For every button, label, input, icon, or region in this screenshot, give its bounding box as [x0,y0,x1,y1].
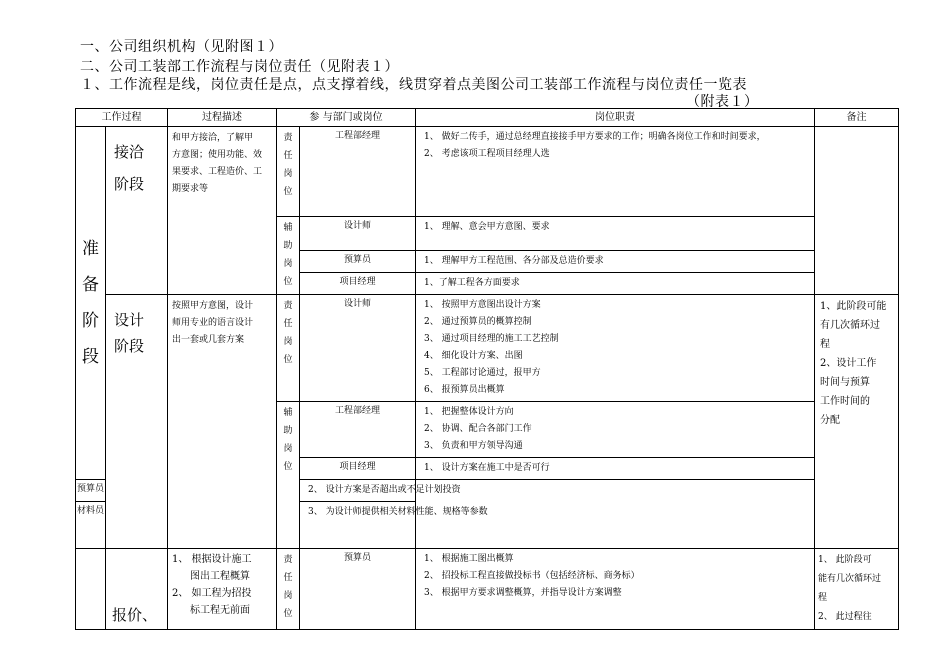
header-process: 工作过程 [76,109,168,127]
label-char: 位 [283,355,293,365]
position-name: 预算员 [76,480,106,502]
note-line: 1、此阶段可能 [820,301,887,312]
assist-label [277,217,300,295]
label-char: 助 [283,426,293,436]
phase-name: 设计 [114,311,145,329]
duty-cell [416,402,815,458]
description-line: 标工程无前面 [190,605,250,616]
description-line: 果要求、工程造价、工 [172,167,263,177]
remarks-cell [815,295,899,549]
duty-line: 1、了解工程各方面要求 [424,278,520,288]
duty-line: 4、 细化设计方案、出图 [424,351,523,361]
responsible-label [277,549,300,630]
responsible-label [277,127,300,217]
label-char: 岗 [283,169,293,179]
note-line: 2、设计工作 [820,358,877,369]
table-row [76,127,899,217]
position-name: 预算员 [300,549,416,630]
position-name: 预算员 [300,251,416,273]
stage-char: 准 [82,239,99,259]
heading-line-1: 一、公司组织机构（见附图１） [80,39,283,55]
description-line: 方意图；使用功能、效 [172,150,263,160]
phase-name-cell [106,549,168,630]
duty-line: 2、 协调、配合各部门工作 [424,424,532,434]
note-line: 有几次循环过 [820,320,880,331]
duty-line: 1、 按照甲方意图出设计方案 [424,300,541,310]
duty-line: 1、 根据施工图出概算 [424,554,514,564]
label-char: 位 [283,187,293,197]
header-department: 参 与部门或岗位 [277,109,416,127]
note-line: 1、 此阶段可 [818,555,872,565]
table-row [76,549,899,630]
workflow-table [75,108,899,630]
duty-cell [416,251,815,273]
duty-line: 1、 做好二传手，通过总经理直接接手甲方要求的工作；明确各岗位工作和时间要求， [424,132,766,142]
label-char: 位 [283,462,293,472]
stage-char: 段 [82,347,99,367]
heading-line-3: １、工作流程是线，岗位责任是点，点支撑着线，线贯穿着点美图公司工装部工作流程与岗位责任一览表 [80,77,747,93]
label-char: 位 [283,609,293,619]
duty-line: 2、 通过预算员的概算控制 [424,317,532,327]
duty-line: 5、 工程部讨论通过，报甲方 [424,368,541,378]
description-line: 图出工程概算 [190,571,250,582]
note-line: 工作时间的 [820,396,870,407]
label-char: 任 [283,573,293,583]
header-duties: 岗位职责 [416,109,815,127]
phase-name: 阶段 [114,175,145,193]
duty-line: 1、 理解、意会甲方意图、要求 [424,222,550,232]
stage-cell-empty [76,549,106,630]
phase-name-cell [106,127,168,295]
position-name: 工程部经理 [300,402,416,458]
remarks-cell [815,127,899,295]
duty-line: 1、 设计方案在施工中是否可行 [424,463,550,473]
label-char: 责 [283,133,293,143]
duty-line: 3、 负责和甲方领导沟通 [424,441,523,451]
note-line: 程 [820,339,830,350]
duty-cell [300,502,488,549]
process-description [168,127,277,295]
label-char: 岗 [283,444,293,454]
phase-name: 接洽 [114,143,145,161]
position-name: 工程部经理 [300,127,416,217]
note-line: 程 [818,593,828,603]
label-char: 位 [283,277,293,287]
table-reference: （附表１） [686,94,759,110]
duty-line: 1、 把握整体设计方向 [424,407,514,417]
duty-cell [416,295,815,402]
duty-cell [416,127,815,217]
duty-line: 2、 设计方案是否超出或不足计划投资 [308,485,461,495]
label-char: 辅 [283,223,293,233]
note-line: 分配 [820,415,840,426]
description-line: 出一套或几套方案 [172,335,245,345]
label-char: 辅 [283,408,293,418]
position-name: 设计师 [300,217,416,251]
label-char: 岗 [283,259,293,269]
note-line: 能有几次循环过 [818,574,882,584]
duty-cell [416,217,815,251]
description-line: 师用专业的语言设计 [172,318,254,328]
duty-line: 3、 为设计师提供相关材料性能、规格等参数 [308,507,488,517]
header-remarks: 备注 [815,109,899,127]
position-name: 设计师 [300,295,416,402]
description-line: 1、 根据设计施工 [172,554,252,565]
duty-line: 6、 报预算员出概算 [424,385,505,395]
table-header-row [76,109,899,127]
label-char: 任 [283,151,293,161]
duty-line: 1、 理解甲方工程范围、各分部及总造价要求 [424,256,604,266]
position-name: 项目经理 [300,458,416,480]
duty-line: 3、 根据甲方要求调整概算，并指导设计方案调整 [424,588,622,598]
label-char: 责 [283,555,293,565]
process-description [168,549,277,630]
duty-line: 2、 招投标工程直接做投标书（包括经济标、商务标） [424,571,640,581]
table-row [76,295,899,402]
description-line: 期要求等 [172,184,209,194]
assist-label [277,402,300,549]
duty-cell [416,458,815,480]
process-description [168,295,277,549]
phase-name-cell [106,295,168,549]
label-char: 任 [283,319,293,329]
description-line: 和甲方接洽，了解甲 [172,133,254,143]
phase-name: 阶段 [114,337,145,355]
label-char: 岗 [283,337,293,347]
duty-cell [416,549,815,630]
stage-cell [76,127,106,480]
note-line: 2、 此过程往 [818,612,872,622]
description-line: 2、 如工程为招投 [172,588,252,599]
remarks-cell [815,549,899,630]
stage-char: 备 [82,275,99,295]
duty-cell [300,480,461,502]
header-description: 过程描述 [168,109,277,127]
position-name: 项目经理 [300,273,416,295]
duty-line: 3、 通过项目经理的施工工艺控制 [424,334,559,344]
note-line: 时间与预算 [820,377,870,388]
label-char: 岗 [283,591,293,601]
description-line: 按照甲方意图，设计 [172,301,254,311]
duty-cell [416,273,815,295]
position-name: 材料员 [76,502,106,549]
responsible-label [277,295,300,402]
duty-line: 2、 考虑该项工程项目经理人选 [424,149,550,159]
phase-name: 报价、 [112,606,158,624]
label-char: 责 [283,301,293,311]
label-char: 助 [283,241,293,251]
stage-char: 阶 [82,311,99,331]
heading-line-2: 二、公司工装部工作流程与岗位责任（见附表１） [80,59,399,75]
